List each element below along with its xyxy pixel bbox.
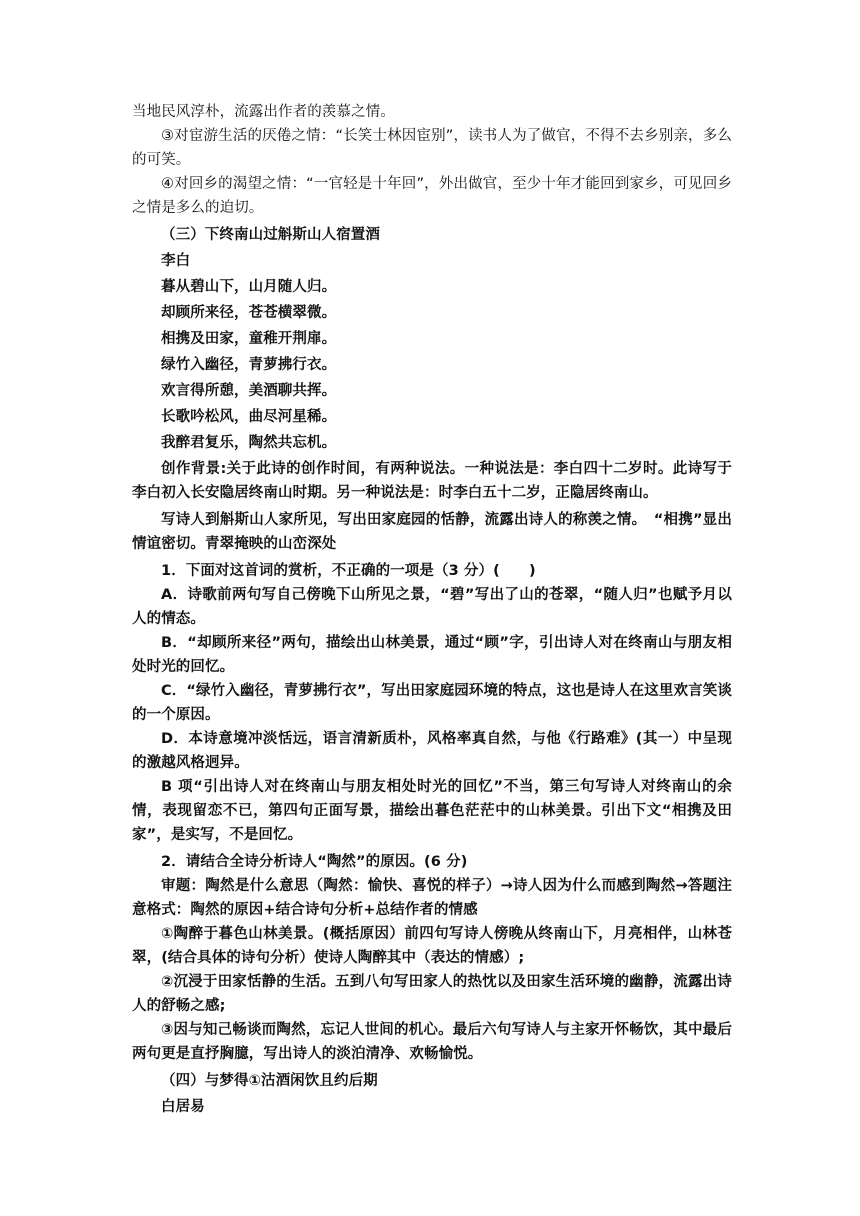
question-2-answer-2: ②沉浸于田家恬静的生活。五到八句写田家人的热忱以及田家生活环境的幽静，流露出诗人的舒畅之感;: [132, 974, 732, 1014]
poem-line: 暮从碧山下，山月随人归。: [161, 279, 337, 295]
summary-paragraph: 写诗人到斛斯山人家所见，写出田家庭园的恬静，流露出诗人的称羡之情。 “相携”显出情谊密切。青翠掩映的山峦深处: [132, 512, 732, 552]
question-1-option-b: B．“却顾所来径”两句，描绘出山林美景，通过“顾”字，引出诗人对在终南山与朋友相处时光的回忆。: [132, 635, 732, 675]
poem-line: 却顾所来径，苍苍横翠微。: [161, 305, 337, 321]
section-3-title: （三）下终南山过斛斯山人宿置酒: [161, 227, 380, 243]
question-1-stem: 1．下面对这首词的赏析，不正确的一项是（3 分）( ): [161, 563, 536, 579]
poem-line: 长歌吟松风，曲尽河星稀。: [161, 409, 337, 425]
item-4: ④对回乡的渴望之情：“一官轻是十年回”，外出做官，至少十年才能回到家乡，可见回乡之情是多么的迫切。: [132, 176, 732, 216]
question-2-hint: 审题：陶然是什么意思（陶然：愉快、喜悦的样子）→诗人因为什么而感到陶然→答题注意格式：陶然的原因+结合诗句分析+总结作者的情感: [132, 878, 732, 918]
poem-line: 绿竹入幽径，青萝拂行衣。: [161, 357, 337, 373]
question-2-answer-3: ③因与知己畅谈而陶然，忘记人世间的机心。最后六句写诗人与主家开怀畅饮，其中最后两句更是直抒胸臆，写出诗人的淡泊清净、欢畅愉悦。: [132, 1022, 732, 1062]
poem-line: 相携及田家，童稚开荆扉。: [161, 331, 337, 347]
poem-line: 欢言得所憩，美酒聊共挥。: [161, 383, 337, 399]
section-3-author: 李白: [161, 253, 191, 269]
question-1-option-a: A．诗歌前两句写自己傍晚下山所见之景，“碧”写出了山的苍翠，“随人归”也赋予月以人的情态。: [132, 587, 732, 627]
poem-line: 我醉君复乐，陶然共忘机。: [161, 435, 337, 451]
question-1-answer: B 项“引出诗人对在终南山与朋友相处时光的回忆”不当，第三句写诗人对终南山的余情，表现留恋不已，第四句正面写景，描绘出暮色茫茫中的山林美景。引出下文“相携及田家”，是实写，不是回忆。: [132, 779, 732, 843]
background-paragraph: 创作背景:关于此诗的创作时间，有两种说法。一种说法是：李白四十二岁时。此诗写于李白初入长安隐居终南山时期。另一种说法是：时李白五十二岁，正隐居终南山。: [132, 461, 732, 501]
section-4-title: （四）与梦得①沽酒闲饮且约后期: [161, 1073, 378, 1089]
item-3: ③对宦游生活的厌倦之情：“长笑士林因宦别”，读书人为了做官，不得不去乡别亲，多么的可笑。: [132, 128, 732, 168]
question-1-option-c: C．“绿竹入幽径，青萝拂行衣”，写出田家庭园环境的特点，这也是诗人在这里欢言笑谈的一个原因。: [132, 683, 732, 723]
paragraph-tail: 当地民风淳朴，流露出作者的羡慕之情。: [132, 104, 395, 120]
question-1-option-d: D．本诗意境冲淡恬远，语言清新质朴，风格率真自然，与他《行路难》(其一）中呈现的激越风格迥异。: [132, 731, 732, 771]
question-2-stem: 2．请结合全诗分析诗人“陶然”的原因。(6 分): [161, 854, 468, 870]
section-4-author: 白居易: [161, 1099, 205, 1115]
question-2-answer-1: ①陶醉于暮色山林美景。(概括原因）前四句写诗人傍晚从终南山下，月亮相伴，山林苍翠，(结合具体的诗句分析）使诗人陶醉其中（表达的情感）;: [132, 926, 732, 966]
